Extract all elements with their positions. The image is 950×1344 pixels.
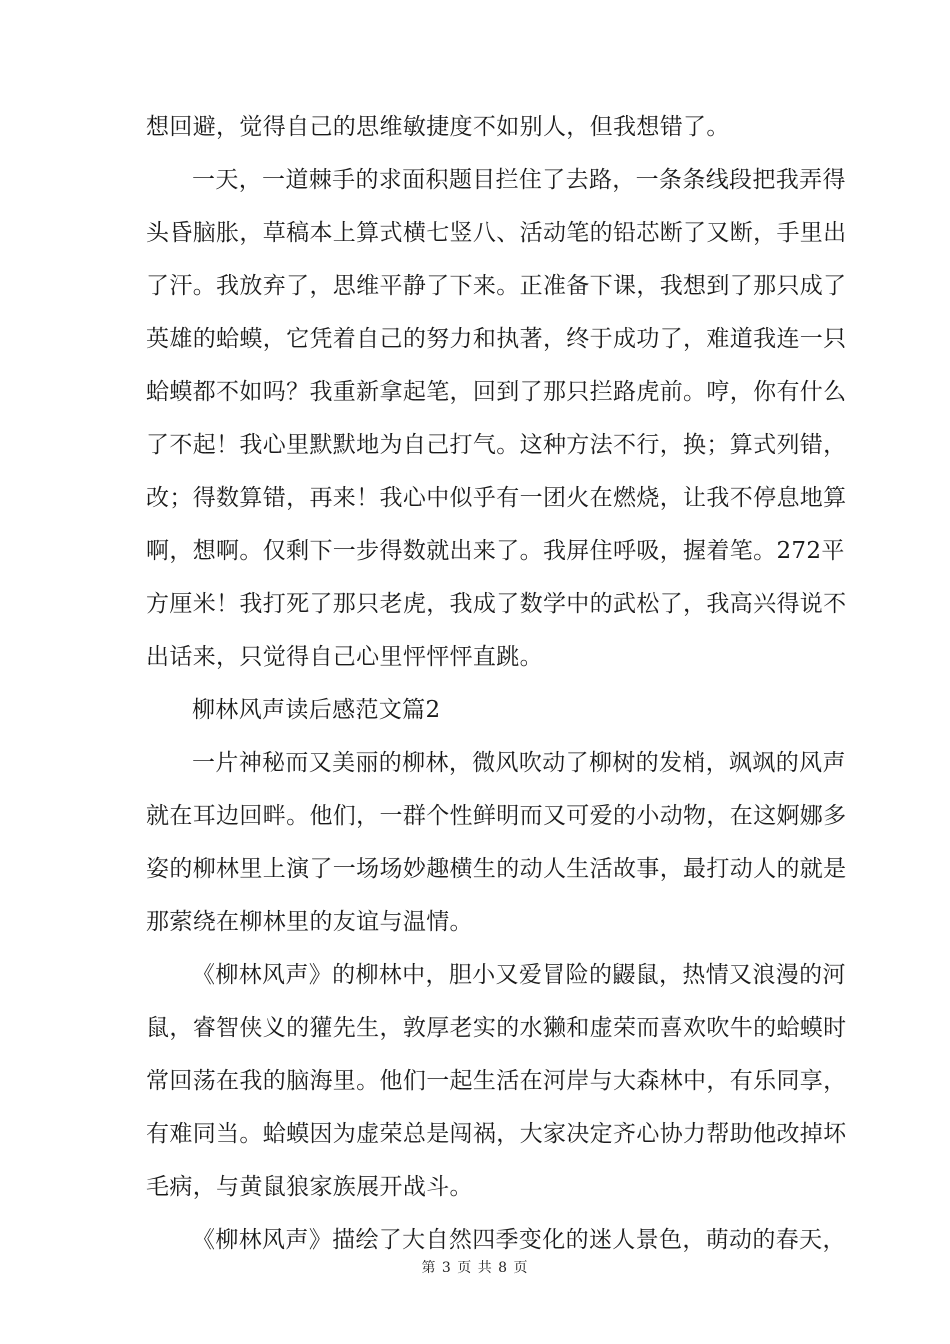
text-line: 一天，一道棘手的求面积题目拦住了去路，一条条线段把我弄得 — [192, 167, 846, 193]
text-line: 《柳林风声》描绘了大自然四季变化的迷人景色，萌动的春天， — [192, 1227, 846, 1253]
text-line: 毛病，与黄鼠狼家族展开战斗。 — [146, 1174, 473, 1200]
text-line: 啊，想啊。仅剩下一步得数就出来了。我屏住呼吸，握着笔。272平 — [146, 538, 845, 564]
text-line: 方厘米！我打死了那只老虎，我成了数学中的武松了，我高兴得说不 — [146, 591, 847, 617]
text-line: 常回荡在我的脑海里。他们一起生活在河岸与大森林中，有乐同享， — [146, 1068, 847, 1094]
text-line: 姿的柳林里上演了一场场妙趣横生的动人生活故事，最打动人的就是 — [146, 856, 847, 882]
text-line: 那萦绕在柳林里的友谊与温情。 — [146, 909, 473, 935]
text-line: 就在耳边回畔。他们，一群个性鲜明而又可爱的小动物，在这婀娜多 — [146, 803, 847, 829]
text-line: 出话来，只觉得自己心里怦怦怦直跳。 — [146, 644, 543, 670]
text-line: 头昏脑胀，草稿本上算式横七竖八、活动笔的铅芯断了又断，手里出 — [146, 220, 847, 246]
text-line: 了汗。我放弃了，思维平静了下来。正准备下课，我想到了那只成了 — [146, 273, 847, 299]
text-line: 《柳林风声》的柳林中，胆小又爱冒险的鼹鼠，热情又浪漫的河 — [192, 962, 846, 988]
section-heading: 柳林风声读后感范文篇2 — [192, 697, 441, 723]
text-line: 鼠，睿智侠义的獾先生，敦厚老实的水獭和虚荣而喜欢吹牛的蛤蟆时 — [146, 1015, 847, 1041]
text-line: 一片神秘而又美丽的柳林，微风吹动了柳树的发梢，飒飒的风声 — [192, 750, 846, 776]
text-line: 蛤蟆都不如吗？我重新拿起笔，回到了那只拦路虎前。哼，你有什么 — [146, 379, 847, 405]
text-line: 了不起！我心里默默地为自己打气。这种方法不行，换；算式列错， — [146, 432, 847, 458]
text-line: 想回避，觉得自己的思维敏捷度不如别人，但我想错了。 — [146, 114, 730, 140]
text-line: 英雄的蛤蟆，它凭着自己的努力和执著，终于成功了，难道我连一只 — [146, 326, 847, 352]
page-footer: 第 3 页 共 8 页 — [421, 1260, 529, 1276]
text-line: 有难同当。蛤蟆因为虚荣总是闯祸，大家决定齐心协力帮助他改掉坏 — [146, 1121, 847, 1147]
text-line: 改；得数算错，再来！我心中似乎有一团火在燃烧，让我不停息地算 — [146, 485, 847, 511]
